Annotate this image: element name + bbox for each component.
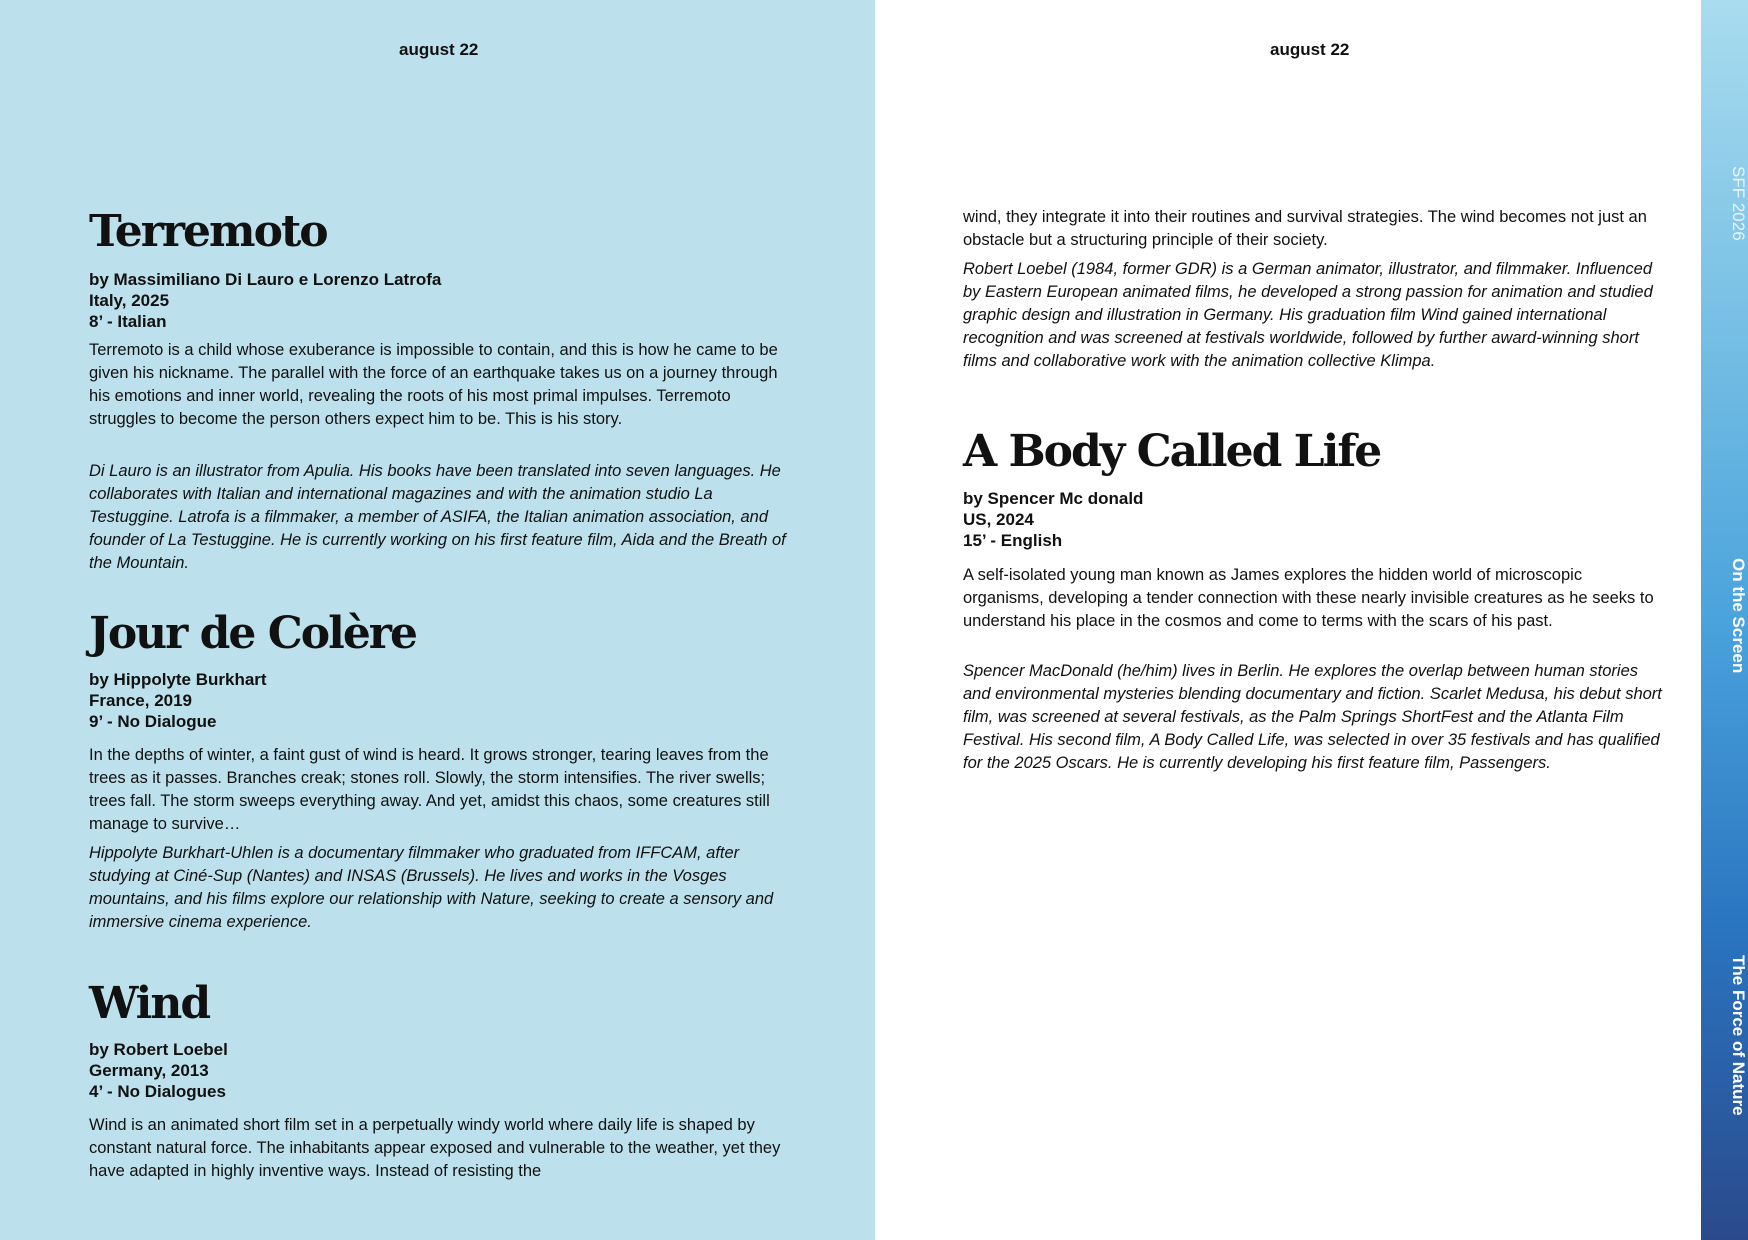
film-synopsis: In the depths of winter, a faint gust of wind is heard. It grows stronger, tearing leaves from the trees as it passes. Branches creak; stones roll. Slowly, the storm intensifies. The river swells; trees fall. The storm sweeps everything away. And yet, amidst this chaos, some creatures still manage to survive…: [89, 746, 770, 833]
film-title: Wind: [89, 978, 210, 1029]
film-synopsis: A self-isolated young man known as James explores the hidden world of microscopic organisms, developing a tender connection with these nearly invisible creatures as he seeks to understand his place in the cosmos and come to terms with the scars of his past.: [963, 566, 1654, 630]
film-meta: [963, 488, 1663, 551]
director-bio: Di Lauro is an illustrator from Apulia. His books have been translated into seven languages. He collaborates with Italian and international magazines and with the animation studio La Testuggine. Latrofa is a filmmaker, a member of ASIFA, the Italian animation association, and founder of La Testuggine. He is currently working on his first feature film, Aida and the Breath of the Mountain.: [89, 462, 786, 572]
page-date: august 22: [1270, 40, 1350, 59]
film-meta: [89, 669, 789, 732]
film-country-year: US, 2024: [963, 510, 1034, 529]
film-country-year: Germany, 2013: [89, 1061, 209, 1080]
film-country-year: France, 2019: [89, 691, 193, 710]
film-director: by Massimiliano Di Lauro e Lorenzo Latrofa: [89, 270, 442, 289]
film-title: Jour de Colère: [89, 608, 416, 659]
director-bio: Spencer MacDonald (he/him) lives in Berlin. He explores the overlap between human stories and environmental mysteries blending documentary and fiction. Scarlet Medusa, his debut short film, was screened at several festivals, as the Palm Springs ShortFest and the Atlanta Film Festival. His second film, A Body Called Life, was selected in over 35 festivals and has qualified for the 2025 Oscars. He is currently developing his first feature film, Passengers.: [963, 662, 1662, 772]
film-meta: [89, 269, 789, 332]
section-side-tab: [1701, 0, 1748, 1240]
film-synopsis: Terremoto is a child whose exuberance is impossible to contain, and this is how he came to be given his nickname. The parallel with the force of an earthquake takes us on a journey through his emotions and inner world, revealing the roots of his most primal impulses. Terremoto struggles to become the person others expect him to be. This is his story.: [89, 341, 778, 428]
film-synopsis: Wind is an animated short film set in a perpetually windy world where daily life is shaped by constant natural force. The inhabitants appear exposed and vulnerable to the weather, yet they have adapted in highly inventive ways. Instead of resisting the: [89, 1116, 781, 1180]
film-country-year: Italy, 2025: [89, 291, 170, 310]
director-bio-continued: Robert Loebel (1984, former GDR) is a German animator, illustrator, and filmmaker. Influenced by Eastern European animated films, he developed a strong passion for animation and studied graphic design and illustration in Germany. His graduation film Wind gained international recognition and was screened at festivals worldwide, followed by further award-winning short films and collaborative work with the animation collective Klimpa.: [963, 260, 1653, 370]
film-duration-language: 4’ - No Dialogues: [89, 1082, 226, 1101]
theme-label: The Force of Nature: [1729, 955, 1748, 1116]
film-duration-language: 15’ - English: [963, 531, 1063, 550]
page-date: august 22: [399, 40, 479, 59]
section-label: On the Screen: [1729, 558, 1748, 674]
film-duration-language: 8’ - Italian: [89, 312, 167, 331]
film-title: Terremoto: [89, 206, 327, 257]
director-bio: Hippolyte Burkhart-Uhlen is a documentary filmmaker who graduated from IFFCAM, after studying at Ciné-Sup (Nantes) and INSAS (Brussels). He lives and works in the Vosges mountains, and his films explore our relationship with Nature, seeking to create a sensory and immersive cinema experience.: [89, 844, 774, 931]
film-director: by Spencer Mc donald: [963, 489, 1144, 508]
film-meta: [89, 1039, 789, 1102]
film-director: by Hippolyte Burkhart: [89, 670, 267, 689]
film-duration-language: 9’ - No Dialogue: [89, 712, 217, 731]
film-director: by Robert Loebel: [89, 1040, 228, 1059]
film-synopsis-continued: wind, they integrate it into their routines and survival strategies. The wind becomes not just an obstacle but a structuring principle of their society.: [963, 208, 1647, 249]
right-page: [875, 0, 1701, 1240]
film-title: A Body Called Life: [963, 426, 1381, 477]
festival-label: SFF 2026: [1729, 166, 1748, 241]
